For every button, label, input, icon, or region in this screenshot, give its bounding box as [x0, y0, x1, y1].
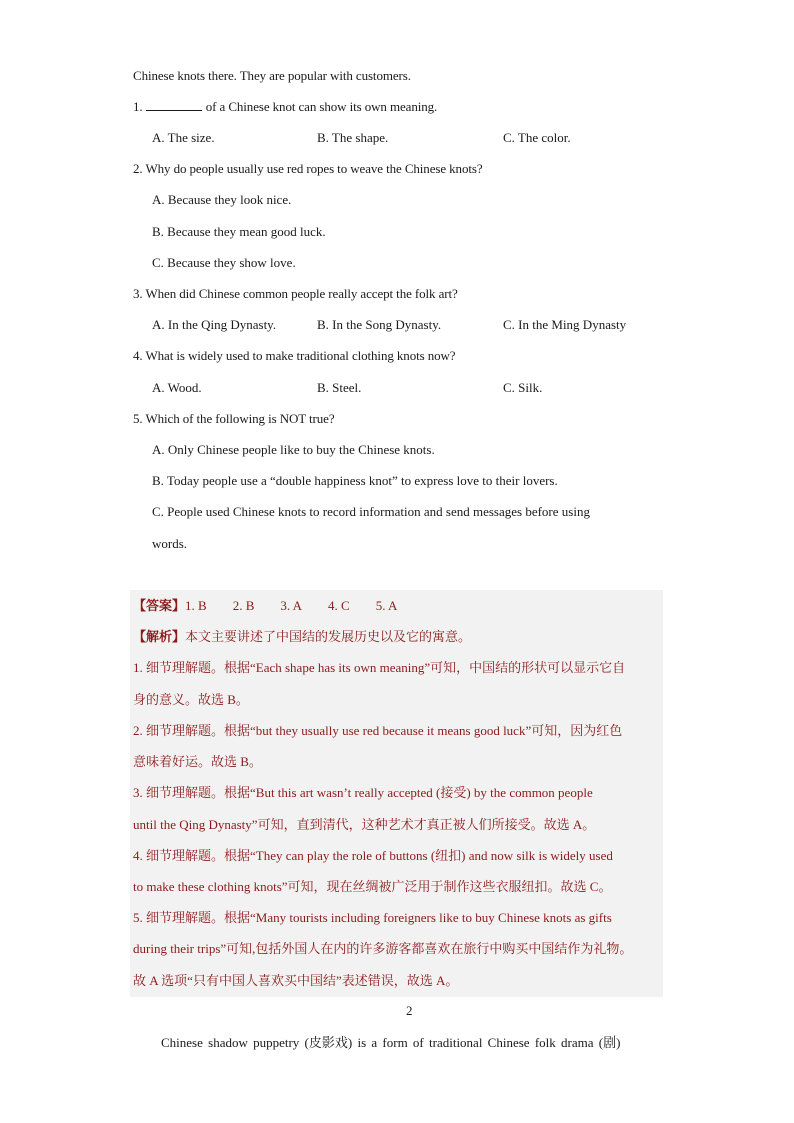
question-4-option-b: B. Steel.: [317, 380, 362, 395]
question-2-option-a: A. Because they look nice.: [152, 192, 292, 207]
next-passage-first-line: Chinese shadow puppetry (皮影戏) is a form of traditional Chinese folk drama (剧): [161, 1035, 621, 1050]
page-number: 2: [406, 1003, 413, 1018]
question-3-stem: 3. When did Chinese common people really accept the folk art?: [133, 286, 458, 301]
intro-tail: Chinese knots there. They are popular with customers.: [133, 68, 411, 83]
analysis-intro-line: [133, 628, 471, 646]
answer-5: 5. A: [375, 598, 398, 613]
answer-line: [133, 597, 423, 615]
question-1-stem: [133, 98, 437, 116]
answer-4: 4. C: [328, 598, 350, 613]
question-3-option-a: A. In the Qing Dynasty.: [152, 317, 277, 332]
analysis-label: 【解析】: [133, 629, 186, 644]
explanation-line: 4. 细节理解题。根据“They can play the role of buttons (纽扣) and now silk is widely used: [133, 848, 613, 863]
explanation-line: 身的意义。故选 B。: [133, 692, 249, 707]
explanation-line: to make these clothing knots”可知，现在丝绸被广泛用于制作这些衣服纽扣。故选 C。: [133, 879, 612, 894]
answer-2: 2. B: [232, 598, 255, 613]
question-1-option-a: A. The size.: [152, 130, 215, 145]
answer-label: 【答案】: [133, 598, 186, 613]
question-1-number: 1.: [133, 99, 143, 114]
question-5-option-c-continued: words.: [152, 536, 188, 551]
analysis-intro: 本文主要讲述了中国结的发展历史以及它的寓意。: [185, 629, 472, 644]
answer-blank: [146, 98, 202, 111]
question-2-option-c: C. Because they show love.: [152, 255, 296, 270]
question-2-stem: 2. Why do people usually use red ropes to weave the Chinese knots?: [133, 161, 483, 176]
question-1-option-b: B. The shape.: [317, 130, 389, 145]
question-1-option-c: C. The color.: [503, 130, 571, 145]
question-4-option-c: C. Silk.: [503, 380, 543, 395]
question-5-option-b: B. Today people use a “double happiness knot” to express love to their lovers.: [152, 473, 558, 488]
question-5-option-a: A. Only Chinese people like to buy the Chinese knots.: [152, 442, 435, 457]
explanation-line: during their trips”可知,包括外国人在内的许多游客都喜欢在旅行中购买中国结作为礼物。: [133, 941, 633, 956]
explanation-line: 故 A 选项“只有中国人喜欢买中国结”表述错误，故选 A。: [133, 973, 459, 988]
question-4-stem: 4. What is widely used to make traditional clothing knots now?: [133, 348, 456, 363]
question-5-option-c: C. People used Chinese knots to record information and send messages before using: [152, 504, 590, 519]
question-1-text: of a Chinese knot can show its own meaning.: [205, 99, 438, 114]
answer-1: 1. B: [185, 598, 207, 613]
question-4-option-a: A. Wood.: [152, 380, 202, 395]
explanation-line: 1. 细节理解题。根据“Each shape has its own meaning”可知，中国结的形状可以显示它自: [133, 660, 626, 675]
explanation-line: until the Qing Dynasty”可知，直到清代，这种艺术才真正被人们所接受。故选 A。: [133, 817, 596, 832]
answer-3: 3. A: [280, 598, 303, 613]
question-5-stem: 5. Which of the following is NOT true?: [133, 411, 335, 426]
question-3-option-c: C. In the Ming Dynasty: [503, 317, 627, 332]
question-2-option-b: B. Because they mean good luck.: [152, 224, 326, 239]
explanation-line: 意味着好运。故选 B。: [133, 754, 262, 769]
explanation-line: 3. 细节理解题。根据“But this art wasn’t really accepted (接受) by the common people: [133, 785, 593, 800]
explanation-line: 5. 细节理解题。根据“Many tourists including foreigners like to buy Chinese knots as gifts: [133, 910, 612, 925]
question-3-option-b: B. In the Song Dynasty.: [317, 317, 442, 332]
explanation-line: 2. 细节理解题。根据“but they usually use red because it means good luck”可知，因为红色: [133, 723, 623, 738]
